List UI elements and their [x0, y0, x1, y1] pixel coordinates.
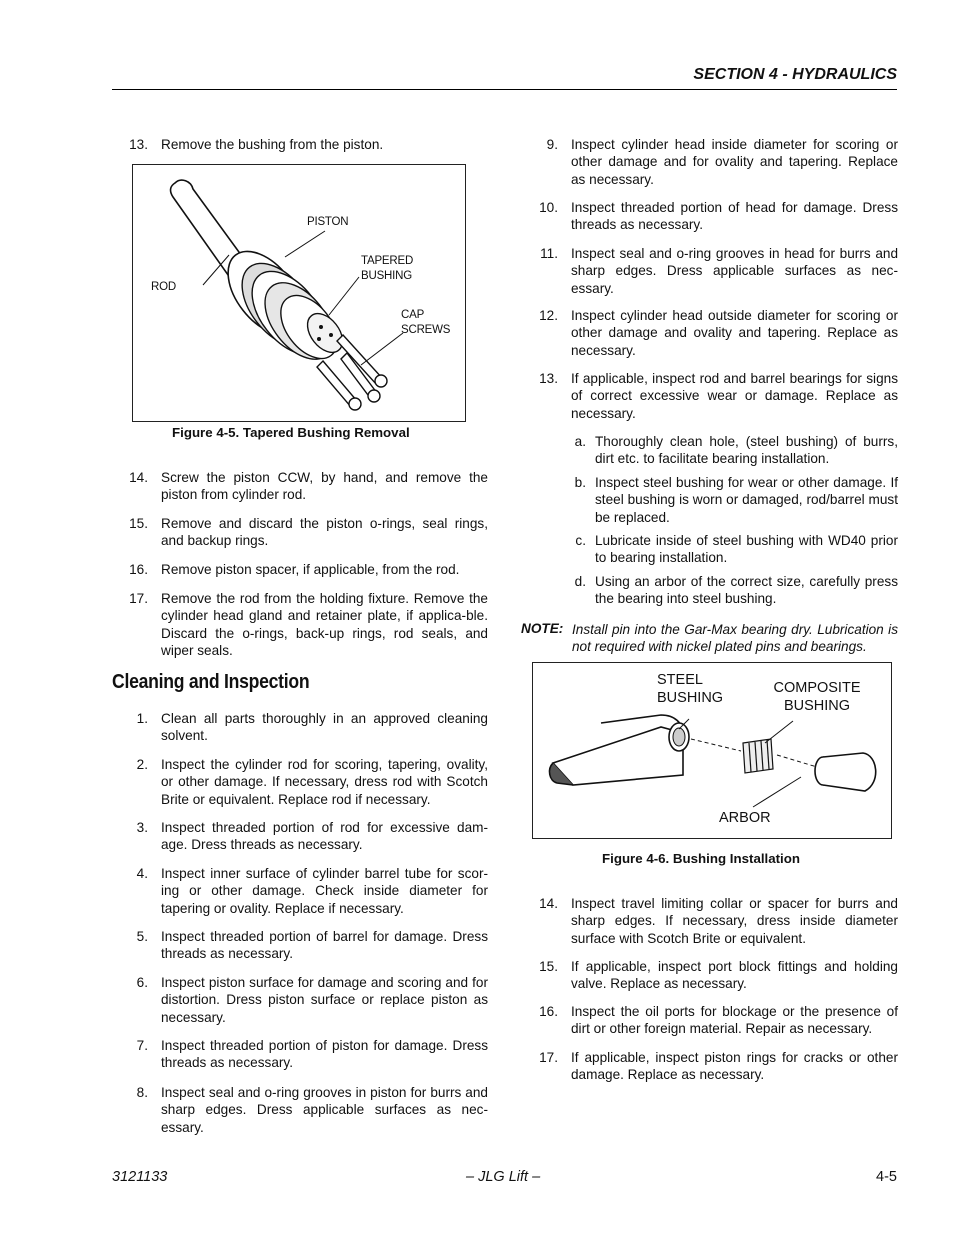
steel-bushing-label: STEEL BUSHING — [657, 672, 724, 706]
step-text: Inspect threaded portion of barrel for damage. Dress threads as necessary. — [161, 929, 488, 962]
step-number: 16. — [539, 1004, 558, 1019]
step-text: Remove piston spacer, if applicable, from the rod. — [161, 562, 460, 577]
step-text: If applicable, inspect rod and barrel bearings for signs of correct excessive wear or damage. Replace as necessary. — [571, 371, 898, 421]
step-number: 12. — [539, 308, 558, 323]
header-rule — [112, 89, 897, 90]
step-number: 2. — [136, 757, 148, 772]
page-number: 4-5 — [876, 1169, 897, 1185]
step-number: 15. — [129, 516, 148, 531]
step-number: 1. — [136, 711, 148, 726]
step-number: 4. — [136, 866, 148, 881]
footer-center: – JLG Lift – — [466, 1169, 541, 1185]
step-text: Clean all parts thoroughly in an approved cleaning solvent. — [161, 711, 488, 744]
step-text: Inspect threaded portion of rod for excessive dam-age. Dress threads as necessary. — [161, 820, 488, 853]
step-number: 9. — [546, 137, 558, 152]
step-text: Inspect cylinder head outside diameter for scoring or other damage and ovality and tapering. Replace as necessary. — [571, 308, 898, 358]
piston-label: PISTON — [307, 216, 349, 228]
tapered-bushing-label: TAPERED BUSHING — [361, 255, 414, 282]
step-text: Inspect the cylinder rod for scoring, tapering, ovality, or other damage. If necessary, dress rod with Scotch Brite or equivalent. Replace rod if necessary. — [161, 757, 488, 807]
step-text: Inspect the oil ports for blockage or the presence of dirt or other foreign material. Repair as necessary. — [571, 1004, 898, 1037]
step-number: 11. — [540, 246, 558, 261]
step-text: If applicable, inspect port block fittings and holding valve. Replace as necessary. — [571, 959, 898, 992]
cap-screws-label: CAP SCREWS — [401, 309, 451, 336]
step-number: 17. — [129, 591, 148, 606]
figure-caption: Figure 4-6. Bushing Installation — [602, 851, 800, 866]
substep-letter: a. — [574, 434, 586, 449]
step-number: 13. — [129, 137, 148, 152]
step-text: Screw the piston CCW, by hand, and remove the piston from cylinder rod. — [161, 470, 488, 503]
note-text: Install pin into the Gar-Max bearing dry. Lubrication is not required with nickel plated pins and bearings. — [572, 622, 898, 655]
step-text: Inspect seal and o-ring grooves in piston for burrs and sharp edges. Dress applicable surfaces as nec-essary. — [161, 1085, 488, 1135]
composite-bushing-label: COMPOSITE BUSHING — [773, 680, 861, 714]
section-heading: Cleaning and Inspection — [112, 671, 310, 693]
step-text: Remove and discard the piston o-rings, seal rings, and backup rings. — [161, 516, 488, 549]
step-number: 16. — [129, 562, 148, 577]
substep-text: Using an arbor of the correct size, carefully press the bearing into steel bushing. — [595, 574, 898, 607]
step-text: If applicable, inspect piston rings for cracks or other damage. Replace as necessary. — [571, 1050, 898, 1083]
step-number: 10. — [539, 200, 558, 215]
step-number: 5. — [136, 929, 148, 944]
step-text: Inspect threaded portion of head for damage. Dress threads as necessary. — [571, 200, 898, 233]
substep-text: Inspect steel bushing for wear or other damage. If steel bushing is worn or damaged, rod/barrel must be replaced. — [595, 475, 898, 525]
rod-label: ROD — [151, 281, 176, 293]
figure-caption: Figure 4-5. Tapered Bushing Removal — [172, 425, 410, 440]
arbor-label: ARBOR — [719, 810, 771, 826]
step-text: Inspect threaded portion of piston for damage. Dress threads as necessary. — [161, 1038, 488, 1071]
substep-letter: c. — [575, 533, 586, 548]
section-title: SECTION 4 - HYDRAULICS — [693, 66, 897, 83]
step-text: Inspect seal and o-ring grooves in head for burrs and sharp edges. Dress applicable surfaces as nec-essary. — [571, 246, 898, 296]
step-number: 17. — [539, 1050, 558, 1065]
step-text: Remove the bushing from the piston. — [161, 137, 384, 152]
step-number: 14. — [129, 470, 148, 485]
step-text: Inspect inner surface of cylinder barrel tube for scor-ing or other damage. Check inside diameter for tapering or ovality. Replace if necessary. — [161, 866, 488, 916]
step-text: Inspect cylinder head inside diameter for scoring or other damage and for ovality and tapering. Replace as necessary. — [571, 137, 898, 187]
note-label: NOTE: — [521, 621, 564, 636]
step-number: 8. — [136, 1085, 148, 1100]
step-text: Inspect travel limiting collar or spacer for burrs and sharp edges. If necessary, dress inside diameter surface with Scotch Brite or equivalent. — [571, 896, 898, 946]
step-number: 13. — [539, 371, 558, 386]
doc-number: 3121133 — [112, 1169, 168, 1185]
substep-letter: d. — [574, 574, 586, 589]
substep-text: Thoroughly clean hole, (steel bushing) of burrs, dirt etc. to facilitate bearing installation. — [595, 434, 898, 467]
step-number: 7. — [136, 1038, 148, 1053]
step-number: 15. — [539, 959, 558, 974]
substep-text: Lubricate inside of steel bushing with WD40 prior to bearing installation. — [595, 533, 898, 566]
step-number: 3. — [136, 820, 148, 835]
substep-letter: b. — [574, 475, 586, 490]
tapered-bushing-illustration — [133, 165, 465, 421]
step-text: Inspect piston surface for damage and scoring and for distortion. Dress piston surface or replace piston as necessary. — [161, 975, 488, 1025]
figure-bushing-installation — [532, 662, 892, 839]
step-number: 6. — [136, 975, 148, 990]
step-number: 14. — [539, 896, 558, 911]
step-text: Remove the rod from the holding fixture. Remove the cylinder head gland and retainer plate, if applica-ble. Discard the o-rings, back-up rings, rod seals, and wiper seals. — [161, 591, 488, 658]
figure-tapered-bushing — [132, 164, 466, 422]
